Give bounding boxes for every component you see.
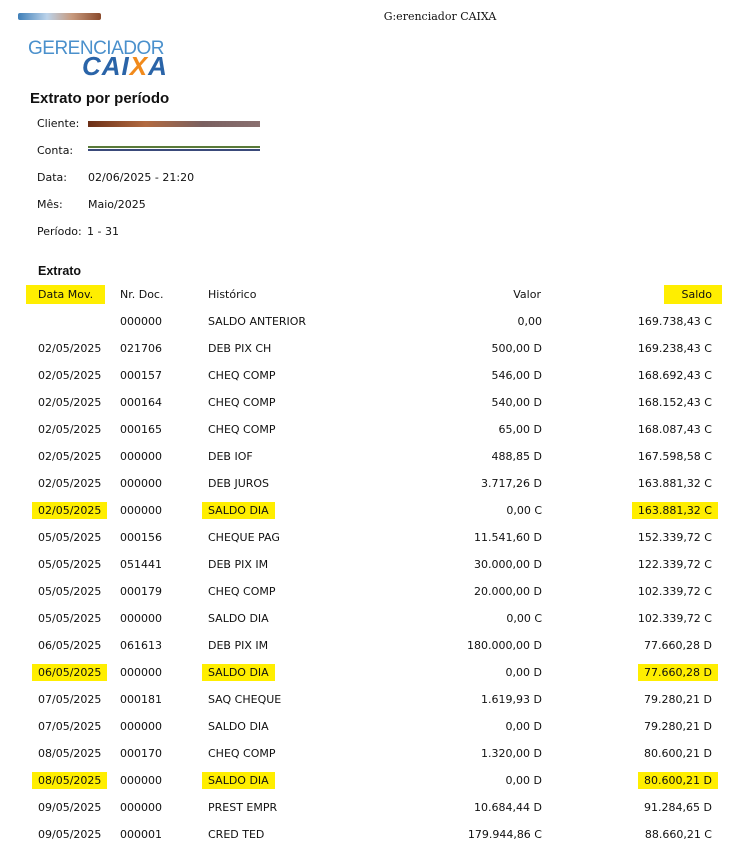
cell-date: 05/05/2025 [38, 558, 102, 571]
column-header-saldo: Saldo [664, 288, 723, 301]
table-row [0, 315, 756, 342]
caixa-logo [28, 38, 178, 82]
cell-doc: 000000 [120, 801, 162, 814]
cell-historico: SALDO ANTERIOR [208, 315, 307, 328]
cell-saldo: 168.692,43 C [637, 369, 712, 382]
cell-doc: 000000 [120, 666, 162, 679]
table-row [0, 639, 756, 666]
cell-historico: DEB PIX IM [208, 558, 269, 571]
cell-historico: DEB IOF [208, 450, 253, 463]
data-value: 02/06/2025 - 21:20 [88, 171, 195, 184]
cell-date: 05/05/2025 [38, 585, 102, 598]
cell-valor: 0,00 D [505, 720, 542, 733]
table-row [0, 666, 756, 693]
cell-valor: 546,00 D [491, 369, 542, 382]
cell-historico: DEB JUROS [208, 477, 270, 490]
cell-date: 09/05/2025 [38, 801, 102, 814]
cell-historico: SALDO DIA [208, 666, 275, 680]
cell-doc: 000000 [120, 774, 162, 787]
periodo-value: 1 - 31 [87, 225, 119, 238]
cell-doc: 000000 [120, 315, 162, 328]
cell-valor: 179.944,86 C [467, 828, 542, 841]
cliente-redaction [88, 121, 260, 127]
table-row [0, 477, 756, 504]
cell-doc: 000170 [120, 747, 162, 760]
table-row [0, 558, 756, 585]
cell-historico: SALDO DIA [208, 720, 269, 733]
cell-doc: 000000 [120, 450, 162, 463]
cell-valor: 30.000,00 D [474, 558, 542, 571]
cell-date: 02/05/2025 [38, 477, 102, 490]
cell-saldo: 77.660,28 D [638, 666, 712, 680]
logo-line-caixa: CAIXA [82, 51, 168, 81]
cell-valor: 488,85 D [491, 450, 542, 463]
cell-valor: 1.320,00 D [481, 747, 542, 760]
cell-date: 02/05/2025 [38, 342, 102, 355]
table-row [0, 747, 756, 774]
mes-value: Maio/2025 [88, 198, 146, 211]
cell-valor: 0,00 C [506, 612, 542, 625]
table-row [0, 774, 756, 801]
cell-saldo: 102.339,72 C [637, 585, 712, 598]
cell-historico: CRED TED [208, 828, 265, 841]
cell-valor: 540,00 D [491, 396, 542, 409]
cell-date: 06/05/2025 [38, 666, 107, 680]
cell-doc: 051441 [120, 558, 162, 571]
cell-date: 06/05/2025 [38, 639, 102, 652]
conta-redaction [88, 146, 260, 152]
cell-historico: CHEQ COMP [208, 369, 276, 382]
cell-saldo: 169.238,43 C [637, 342, 712, 355]
cell-saldo: 168.152,43 C [637, 396, 712, 409]
table-row [0, 828, 756, 855]
cell-saldo: 80.600,21 D [644, 747, 712, 760]
cell-saldo: 169.738,43 C [637, 315, 712, 328]
cell-valor: 3.717,26 D [481, 477, 542, 490]
cell-valor: 0,00 D [505, 666, 542, 679]
table-row [0, 720, 756, 747]
table-row [0, 342, 756, 369]
cell-saldo: 79.280,21 D [644, 693, 712, 706]
cell-valor: 0,00 C [506, 504, 542, 517]
table-row [0, 585, 756, 612]
cell-valor: 1.619,93 D [481, 693, 542, 706]
table-row [0, 612, 756, 639]
cell-doc: 061613 [120, 639, 162, 652]
cell-saldo: 79.280,21 D [644, 720, 712, 733]
cell-doc: 000157 [120, 369, 162, 382]
cell-valor: 0,00 D [505, 774, 542, 787]
logo-line-gerenciador: GERENCIADOR [28, 38, 164, 59]
cell-saldo: 102.339,72 C [637, 612, 712, 625]
cell-historico: DEB PIX CH [208, 342, 272, 355]
table-row [0, 369, 756, 396]
cell-historico: SALDO DIA [208, 504, 275, 518]
column-header-date: Data Mov. [26, 288, 105, 301]
extrato-section-title: Extrato [38, 264, 82, 278]
cell-doc: 000165 [120, 423, 162, 436]
cell-date: 07/05/2025 [38, 720, 102, 733]
cell-doc: 000179 [120, 585, 162, 598]
cell-date: 07/05/2025 [38, 693, 102, 706]
table-row [0, 396, 756, 423]
column-header-valor: Valor [513, 288, 541, 301]
column-header-doc: Nr. Doc. [120, 288, 164, 301]
cell-valor: 0,00 [517, 315, 542, 328]
cell-doc: 000001 [120, 828, 162, 841]
cell-doc: 000156 [120, 531, 162, 544]
app-title: G:erenciador CAIXA [383, 10, 497, 23]
cell-valor: 20.000,00 D [474, 585, 542, 598]
table-row [0, 423, 756, 450]
cell-valor: 11.541,60 D [474, 531, 542, 544]
cell-valor: 10.684,44 D [474, 801, 542, 814]
cell-saldo: 88.660,21 C [644, 828, 712, 841]
table-row [0, 531, 756, 558]
cell-date: 02/05/2025 [38, 396, 102, 409]
cell-historico: CHEQ COMP [208, 423, 276, 436]
cell-saldo: 163.881,32 C [637, 477, 712, 490]
cell-date: 08/05/2025 [38, 774, 107, 788]
cell-date: 05/05/2025 [38, 531, 102, 544]
cell-date: 02/05/2025 [38, 423, 102, 436]
cell-date: 02/05/2025 [38, 504, 107, 518]
cell-historico: SALDO DIA [208, 774, 275, 788]
cell-saldo: 163.881,32 C [632, 504, 712, 518]
cell-doc: 000000 [120, 720, 162, 733]
cell-saldo: 80.600,21 D [638, 774, 712, 788]
table-row [0, 801, 756, 828]
cell-valor: 500,00 D [491, 342, 542, 355]
cell-date: 02/05/2025 [38, 450, 102, 463]
cell-historico: CHEQUE PAG [208, 531, 280, 544]
cell-doc: 000181 [120, 693, 162, 706]
table-row [0, 504, 756, 531]
cell-saldo: 77.660,28 D [644, 639, 712, 652]
mes-label: Mês: [37, 198, 63, 211]
cell-historico: DEB PIX IM [208, 639, 269, 652]
conta-label: Conta: [37, 144, 74, 157]
cell-saldo: 91.284,65 D [644, 801, 712, 814]
cell-doc: 021706 [120, 342, 162, 355]
cell-saldo: 167.598,58 C [637, 450, 712, 463]
cell-historico: SAQ CHEQUE [208, 693, 282, 706]
cell-historico: CHEQ COMP [208, 747, 276, 760]
page-title: Extrato por período [30, 90, 170, 107]
cell-doc: 000164 [120, 396, 162, 409]
cell-date: 08/05/2025 [38, 747, 102, 760]
cell-historico: CHEQ COMP [208, 396, 276, 409]
cell-date: 05/05/2025 [38, 612, 102, 625]
table-row [0, 450, 756, 477]
cell-doc: 000000 [120, 504, 162, 517]
cell-date: 02/05/2025 [38, 369, 102, 382]
cell-doc: 000000 [120, 612, 162, 625]
cell-saldo: 168.087,43 C [637, 423, 712, 436]
cell-historico: SALDO DIA [208, 612, 269, 625]
data-label: Data: [37, 171, 67, 184]
cell-date: 09/05/2025 [38, 828, 102, 841]
cell-valor: 65,00 D [498, 423, 542, 436]
cell-historico: PREST EMPR [208, 801, 278, 814]
table-row [0, 693, 756, 720]
cell-saldo: 122.339,72 C [637, 558, 712, 571]
cell-valor: 180.000,00 D [467, 639, 542, 652]
periodo-label: Período: [37, 225, 82, 238]
cliente-label: Cliente: [37, 117, 80, 130]
column-header-hist: Histórico [208, 288, 257, 301]
cell-saldo: 152.339,72 C [637, 531, 712, 544]
cell-doc: 000000 [120, 477, 162, 490]
cell-historico: CHEQ COMP [208, 585, 276, 598]
